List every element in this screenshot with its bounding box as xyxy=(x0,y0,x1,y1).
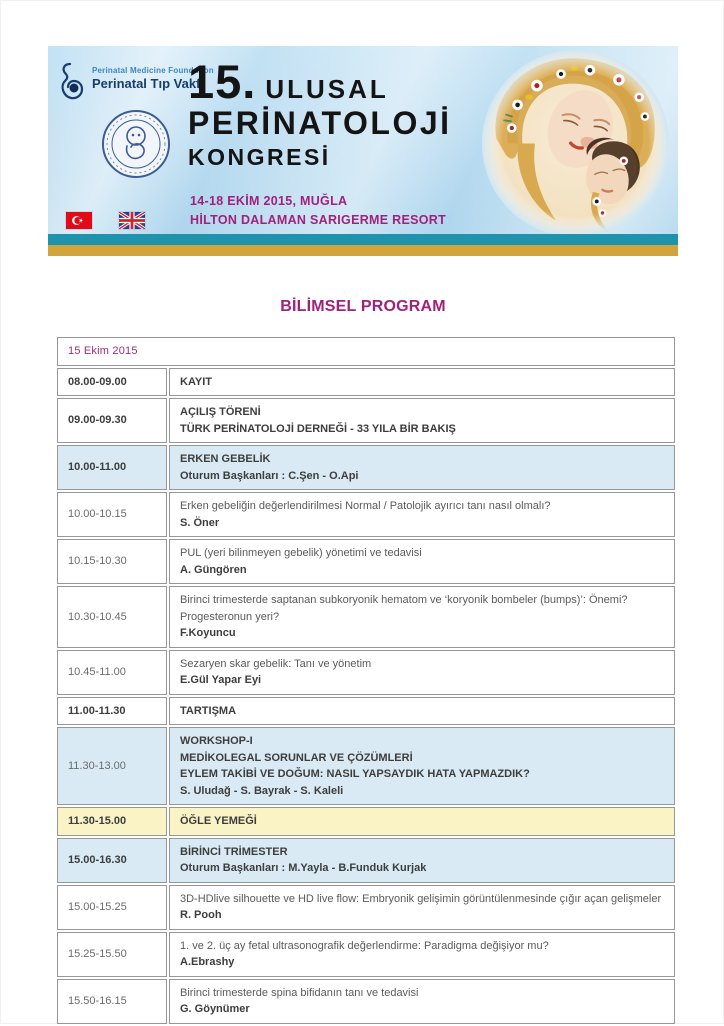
content-line: TÜRK PERİNATOLOJİ DERNEĞİ - 33 YILA BİR BAKIŞ xyxy=(180,422,456,435)
time-cell: 10.00-10.15 xyxy=(57,492,167,537)
content-line: A.Ebrashy xyxy=(180,956,235,968)
congress-title-kongresi: KONGRESİ xyxy=(188,144,331,170)
time-cell: 11.30-13.00 xyxy=(57,727,167,805)
perinatal-foundation-logo-icon xyxy=(58,60,88,109)
content-cell xyxy=(169,697,675,726)
content-line: F.Koyuncu xyxy=(180,627,236,639)
time-cell: 15.00-16.30 xyxy=(57,838,167,883)
content-line: 1. ve 2. üç ay fetal ultrasonografik değerlendirme: Paradigma değişiyor mu? xyxy=(180,939,549,952)
content-line: ERKEN GEBELİK xyxy=(180,453,271,465)
banner-gold-stripe xyxy=(48,245,678,256)
klimt-mother-child-painting xyxy=(479,47,672,240)
content-line: AÇILIŞ TÖRENİ xyxy=(180,406,261,418)
content-line: 3D-HDlive silhouette ve HD live flow: Embryonik gelişimin görüntülenmesinde çığır açan gelişmeler xyxy=(180,892,662,905)
time-cell: 11.00-11.30 xyxy=(57,697,167,726)
congress-number: 15. xyxy=(188,55,257,108)
program-row xyxy=(57,445,675,490)
program-row xyxy=(57,838,675,883)
program-section-title: BİLİMSEL PROGRAM xyxy=(280,298,446,315)
program-table-body xyxy=(57,337,675,1024)
foundation-name-en: Perinatal Medicine Foundation xyxy=(92,66,214,75)
program-row xyxy=(57,586,675,648)
language-flags xyxy=(66,212,145,229)
content-cell xyxy=(169,445,675,490)
program-row xyxy=(57,979,675,1024)
time-cell: 10.45-11.00 xyxy=(57,650,167,695)
content-line: EYLEM TAKİBİ VE DOĞUM: NASIL YAPSAYDIK HATA YAPMAZDIK? xyxy=(180,768,530,780)
program-row xyxy=(57,368,675,397)
program-row xyxy=(57,492,675,537)
banner-teal-stripe xyxy=(48,234,678,245)
congress-title xyxy=(188,54,452,171)
day-header: 15 Ekim 2015 xyxy=(57,337,675,366)
content-line: TARTIŞMA xyxy=(180,704,237,717)
program-table xyxy=(55,335,677,1026)
content-cell xyxy=(169,368,675,397)
turkish-flag-icon xyxy=(66,212,92,229)
content-cell xyxy=(169,586,675,648)
congress-title-ulusal: ULUSAL xyxy=(265,74,389,104)
congress-banner xyxy=(48,46,678,256)
content-line: PUL (yeri bilinmeyen gebelik) yönetimi ve tedavisi xyxy=(180,547,422,559)
perinatology-society-seal-icon xyxy=(100,108,172,185)
content-cell xyxy=(169,807,675,836)
time-cell: 10.30-10.45 xyxy=(57,586,167,648)
content-line: KAYIT xyxy=(180,375,212,388)
time-cell: 10.15-10.30 xyxy=(57,539,167,584)
content-line: S. Uludağ - S. Bayrak - S. Kaleli xyxy=(180,784,344,797)
content-line: WORKSHOP-I xyxy=(180,735,253,747)
program-row xyxy=(57,932,675,977)
time-cell: 15.50-16.15 xyxy=(57,979,167,1024)
content-cell xyxy=(169,838,675,883)
time-cell: 09.00-09.30 xyxy=(57,398,167,443)
program-row xyxy=(57,727,675,805)
congress-date-venue xyxy=(190,192,446,231)
content-line: Erken gebeliğin değerlendirilmesi Normal / Patolojik ayırıcı tanı nasıl olmalı? xyxy=(180,500,551,512)
program-row xyxy=(57,650,675,695)
content-cell xyxy=(169,398,675,443)
content-cell xyxy=(169,727,675,805)
congress-venue: HİLTON DALAMAN SARIGERME RESORT xyxy=(190,213,447,228)
content-cell xyxy=(169,539,675,584)
time-cell: 15.25-15.50 xyxy=(57,932,167,977)
day-header-row xyxy=(57,337,675,366)
time-cell: 11.30-15.00 xyxy=(57,807,167,836)
content-line: Progesteronun yeri? xyxy=(180,610,280,623)
program-row xyxy=(57,885,675,930)
content-line: ÖĞLE YEMEĞİ xyxy=(180,815,257,827)
program-row xyxy=(57,697,675,726)
content-cell xyxy=(169,650,675,695)
program-row xyxy=(57,539,675,584)
content-line: Oturum Başkanları : M.Yayla - B.Funduk Kurjak xyxy=(180,862,427,874)
content-line: E.Gül Yapar Eyi xyxy=(180,674,262,686)
content-cell xyxy=(169,932,675,977)
content-line: Sezaryen skar gebelik: Tanı ve yönetim xyxy=(180,657,372,670)
content-line: R. Pooh xyxy=(180,909,222,921)
content-cell xyxy=(169,979,675,1024)
uk-flag-icon xyxy=(119,212,145,229)
content-line: BİRİNCİ TRİMESTER xyxy=(180,845,288,858)
time-cell: 15.00-15.25 xyxy=(57,885,167,930)
congress-dates: 14-18 EKİM 2015, MUĞLA xyxy=(190,194,348,208)
content-cell xyxy=(169,492,675,537)
content-line: Oturum Başkanları : C.Şen - O.Api xyxy=(180,469,359,482)
content-line: A. Güngören xyxy=(180,563,247,576)
content-line: S. Öner xyxy=(180,516,220,529)
congress-title-perinatoloji: PERİNATOLOJİ xyxy=(188,105,452,141)
content-line: MEDİKOLEGAL SORUNLAR VE ÇÖZÜMLERİ xyxy=(180,751,413,764)
content-cell xyxy=(169,885,675,930)
time-cell: 08.00-09.00 xyxy=(57,368,167,397)
content-line: Birinci trimesterde spina bifidanın tanı ve tedavisi xyxy=(180,986,419,999)
content-line: G. Göynümer xyxy=(180,1003,250,1015)
foundation-name-tr: Perinatal Tıp Vakfı xyxy=(92,76,204,91)
program-row xyxy=(57,807,675,836)
time-cell: 10.00-11.00 xyxy=(57,445,167,490)
content-line: Birinci trimesterde saptanan subkoryonik hematom ve ‘koryonik bombeler (bumps)’: Önemi? xyxy=(180,594,628,606)
program-row xyxy=(57,398,675,443)
